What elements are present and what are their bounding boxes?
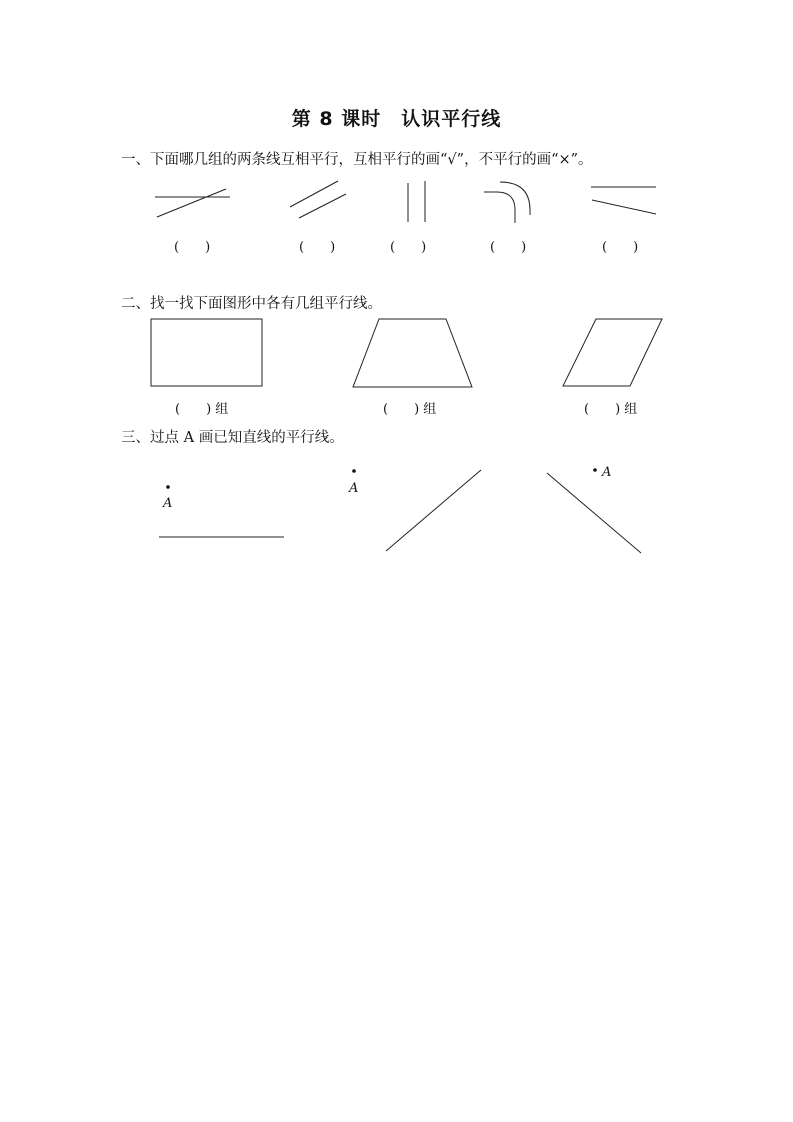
q3-fig1-point (166, 485, 170, 489)
q1-fig2-blank[interactable]: ( ) (299, 240, 336, 255)
page-title: 第 8 课时 认识平行线 (291, 108, 502, 130)
q1-fig4-curve-a (484, 192, 515, 223)
q3-fig2-line (386, 470, 481, 551)
q2-rectangle-blank[interactable]: ( ) 组 (175, 402, 229, 417)
q1-fig2-line-b (299, 194, 346, 218)
q2-trapezoid (353, 319, 472, 387)
q2-parallelogram-blank[interactable]: ( ) 组 (584, 402, 638, 417)
q2-trapezoid-blank[interactable]: ( ) 组 (383, 402, 437, 417)
q1-fig1-line-b (157, 189, 226, 217)
q3-fig3-point (593, 468, 597, 472)
q1-fig5-blank[interactable]: ( ) (602, 240, 639, 255)
q3-fig2-point (352, 469, 356, 473)
q3-fig3-line (547, 473, 641, 553)
q1-fig3-blank[interactable]: ( ) (390, 240, 427, 255)
q1-fig5-line-b (592, 200, 656, 214)
q1-fig1-blank[interactable]: ( ) (174, 240, 211, 255)
question-2-text: 二、找一找下面图形中各有几组平行线。 (121, 296, 382, 312)
question-1-text: 一、下面哪几组的两条线互相平行，互相平行的画“√”，不平行的画“×”。 (121, 152, 593, 168)
q1-fig4-blank[interactable]: ( ) (490, 240, 527, 255)
q3-fig2-point-label: A (349, 481, 359, 496)
q3-fig3-point-label: A (602, 465, 612, 480)
q2-rectangle (151, 319, 262, 386)
q2-parallelogram (563, 319, 662, 386)
q1-fig2-line-a (290, 181, 338, 207)
question-3-text: 三、过点 A 画已知直线的平行线。 (121, 430, 344, 446)
q3-fig1-point-label: A (163, 496, 173, 511)
